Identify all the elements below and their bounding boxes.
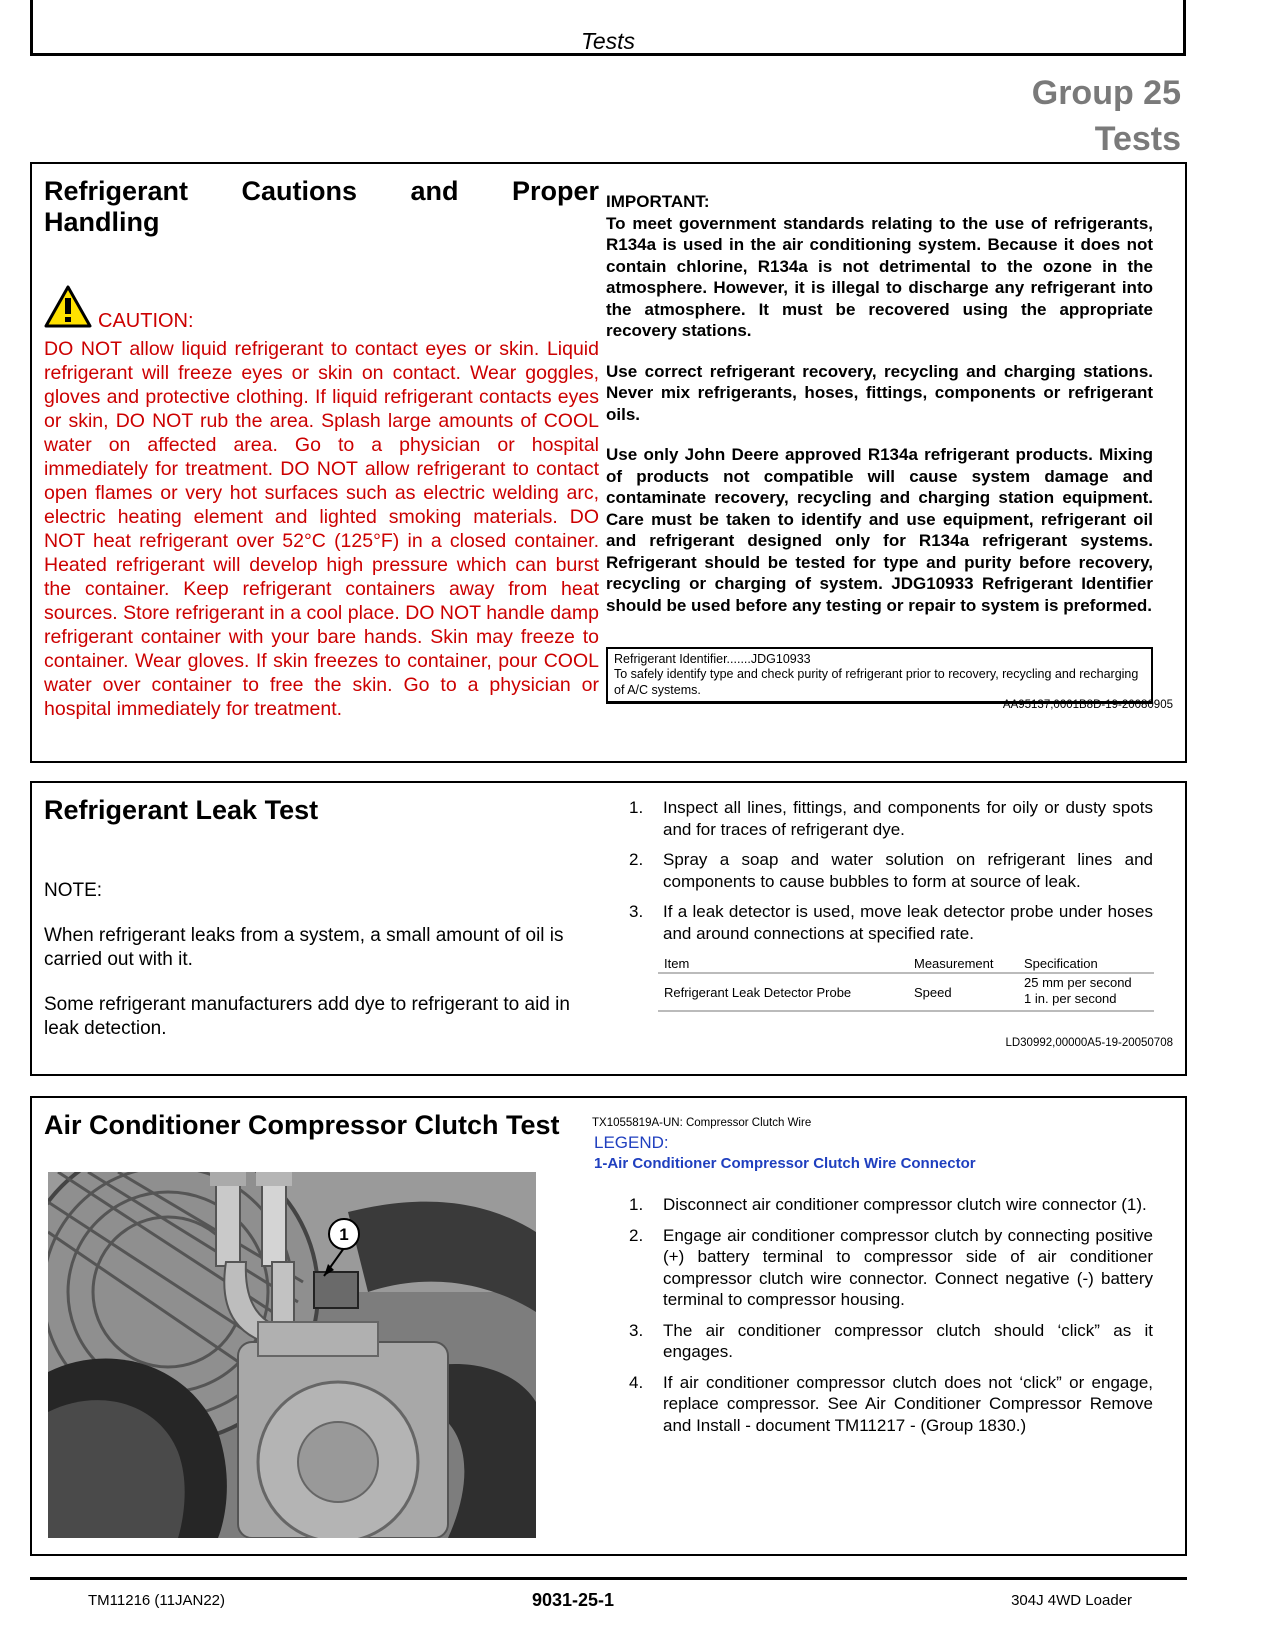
title-word: and <box>410 176 459 206</box>
title-word: Cautions <box>241 176 358 206</box>
title-word: Proper <box>511 176 599 206</box>
list-item <box>629 1194 1153 1216</box>
footer-page-number: 9031-25-1 <box>532 1590 615 1610</box>
table-header: Specification <box>1024 956 1098 971</box>
step-number: 1. <box>629 1195 644 1214</box>
legend-label: LEGEND: <box>594 1133 669 1152</box>
group-title <box>1032 70 1181 162</box>
section-title: Refrigerant Leak Test <box>44 795 319 825</box>
step-text: Disconnect air conditioner compressor clutch wire connector (1). <box>663 1195 1147 1214</box>
step-text: If a leak detector is used, move leak detector probe under hoses and around connections at specified rate. <box>663 902 1153 943</box>
callout-label: 1 <box>339 1225 349 1244</box>
clutch-test-steps <box>629 1194 1153 1445</box>
list-item <box>629 901 1153 944</box>
spec-imperial: 1 in. per second <box>1024 991 1117 1006</box>
section-title: Air Conditioner Compressor Clutch Test <box>44 1110 560 1140</box>
table-header: Measurement <box>914 956 994 971</box>
table-cell-measurement: Speed <box>914 984 952 1000</box>
group-number: Group 25 <box>1031 74 1181 112</box>
step-number: 2. <box>629 1225 644 1245</box>
step-text: Inspect all lines, fittings, and components for oily or dusty spots and for traces of refrigerant dye. <box>663 798 1153 839</box>
table-header-row <box>658 955 1154 973</box>
group-name: Tests <box>1094 120 1181 158</box>
tool-description: To safely identify type and check purity of refrigerant prior to recovery, recycling and recharging of A/C systems. <box>614 667 1139 697</box>
caution-text: DO NOT allow liquid refrigerant to contact eyes or skin. Liquid refrigerant will freeze eyes or skin on contact. Wear goggles, gloves and protective clothing. If liquid refrigerant contacts eyes or skin, DO NOT rub the area. Splash large amounts of COOL water on affected area. Go to a physician or hospital immediately for treatment. DO NOT allow refrigerant to contact open flames or very hot surfaces such as electric welding arc, electric heating element and lighted smoking materials. DO NOT heat refrigerant over 52°C (125°F) in a closed container. Heated refrigerant will develop high pressure which can burst the container. Keep refrigerant containers away from heat sources. Store refrigerant in a cool place. DO NOT handle damp refrigerant container with your bare hands. Skin may freeze to container. Wear gloves. If skin freezes to container, pour COOL water over container to free the skin. Go to a physician or hospital immediately for treatment. <box>44 338 599 720</box>
important-paragraph-2: Use correct refrigerant recovery, recycling and charging stations. Never mix refrigerants, hoses, fittings, components or refrigerant oils. <box>606 361 1153 424</box>
leak-test-steps <box>629 797 1153 953</box>
step-number: 1. <box>629 798 644 817</box>
important-paragraph-1: To meet government standards relating to the use of refrigerants, R134a is used in the air conditioning system. Because it does not contain chlorine, R134a is not detrimental to the ozone in the atmosphere. However, it is illegal to discharge any refrigerant into the atmosphere. It must be recovered using the appropriate recovery stations. <box>606 213 1153 340</box>
section-title <box>44 176 599 238</box>
step-number: 2. <box>629 850 644 869</box>
footer-rule <box>30 1577 1187 1580</box>
spec-table <box>658 955 1154 1012</box>
list-item <box>629 797 1153 840</box>
table-row <box>658 973 1154 1011</box>
compressor-clutch-photo <box>48 1172 536 1538</box>
running-header-title: Tests <box>580 28 636 54</box>
reference-code: AA95137,0001B8D-19-20080905 <box>1002 699 1173 711</box>
step-text: If air conditioner compressor clutch does not ‘click” or engage, replace compressor. See Air Conditioner Compressor Remove and Install - document TM11217 - (Group 1830.) <box>663 1372 1153 1435</box>
step-number: 3. <box>629 1320 644 1340</box>
title-line2: Handling <box>44 207 160 237</box>
figure-caption: TX1055819A-UN: Compressor Clutch Wire <box>592 1117 812 1129</box>
step-text: Spray a soap and water solution on refrigerant lines and components to cause bubbles to form at source of leak. <box>663 850 1153 891</box>
legend-item: 1-Air Conditioner Compressor Clutch Wire Connector <box>594 1155 976 1172</box>
step-number: 3. <box>629 902 644 921</box>
section-clutch-test <box>30 1096 1187 1556</box>
important-block <box>606 191 1153 616</box>
important-label: IMPORTANT: <box>606 192 710 211</box>
title-word: Refrigerant <box>44 176 189 206</box>
note-paragraph-2: Some refrigerant manufacturers add dye to refrigerant to aid in leak detection. <box>44 994 570 1039</box>
footer-machine: 304J 4WD Loader <box>1011 1592 1132 1609</box>
note-paragraph-1: When refrigerant leaks from a system, a small amount of oil is carried out with it. <box>44 925 564 970</box>
important-paragraph-3: Use only John Deere approved R134a refrigerant products. Mixing of products not compatible will cause system damage and contaminate recovery, recycling and charging station equipment. Care must be taken to identify and use equipment, refrigerant oil and refrigerant designed only for R134a refrigerant systems. Refrigerant should be tested for type and purity before recovery, recycling or charging of system. JDG10933 Refrigerant Identifier should be used before any testing or repair to system is preformed. <box>606 445 1153 615</box>
list-item <box>629 1225 1153 1311</box>
note-label: NOTE: <box>44 880 103 901</box>
warning-triangle-icon <box>44 284 92 328</box>
list-item <box>629 849 1153 892</box>
tool-name: Refrigerant Identifier.......JDG10933 <box>614 652 811 666</box>
table-cell-item: Refrigerant Leak Detector Probe <box>664 984 852 1000</box>
section-leak-test <box>30 781 1187 1076</box>
list-item <box>629 1372 1153 1437</box>
reference-code: LD30992,00000A5-19-20050708 <box>1005 1037 1173 1049</box>
tool-box <box>606 647 1153 704</box>
list-item <box>629 1320 1153 1363</box>
step-text: The air conditioner compressor clutch should ‘click” as it engages. <box>663 1320 1153 1361</box>
spec-metric: 25 mm per second <box>1024 975 1132 990</box>
footer-doc-id: TM11216 (11JAN22) <box>88 1592 226 1609</box>
section-refrigerant-cautions <box>30 162 1187 763</box>
caution-label: CAUTION: <box>98 310 194 332</box>
table-header: Item <box>664 956 690 971</box>
table-cell-specification <box>1024 973 1154 1011</box>
step-number: 4. <box>629 1372 644 1392</box>
step-text: Engage air conditioner compressor clutch by connecting positive (+) battery terminal to compressor side of air conditioner compressor clutch wire connector. Connect negative (-) battery terminal to compressor housing. <box>663 1225 1153 1309</box>
